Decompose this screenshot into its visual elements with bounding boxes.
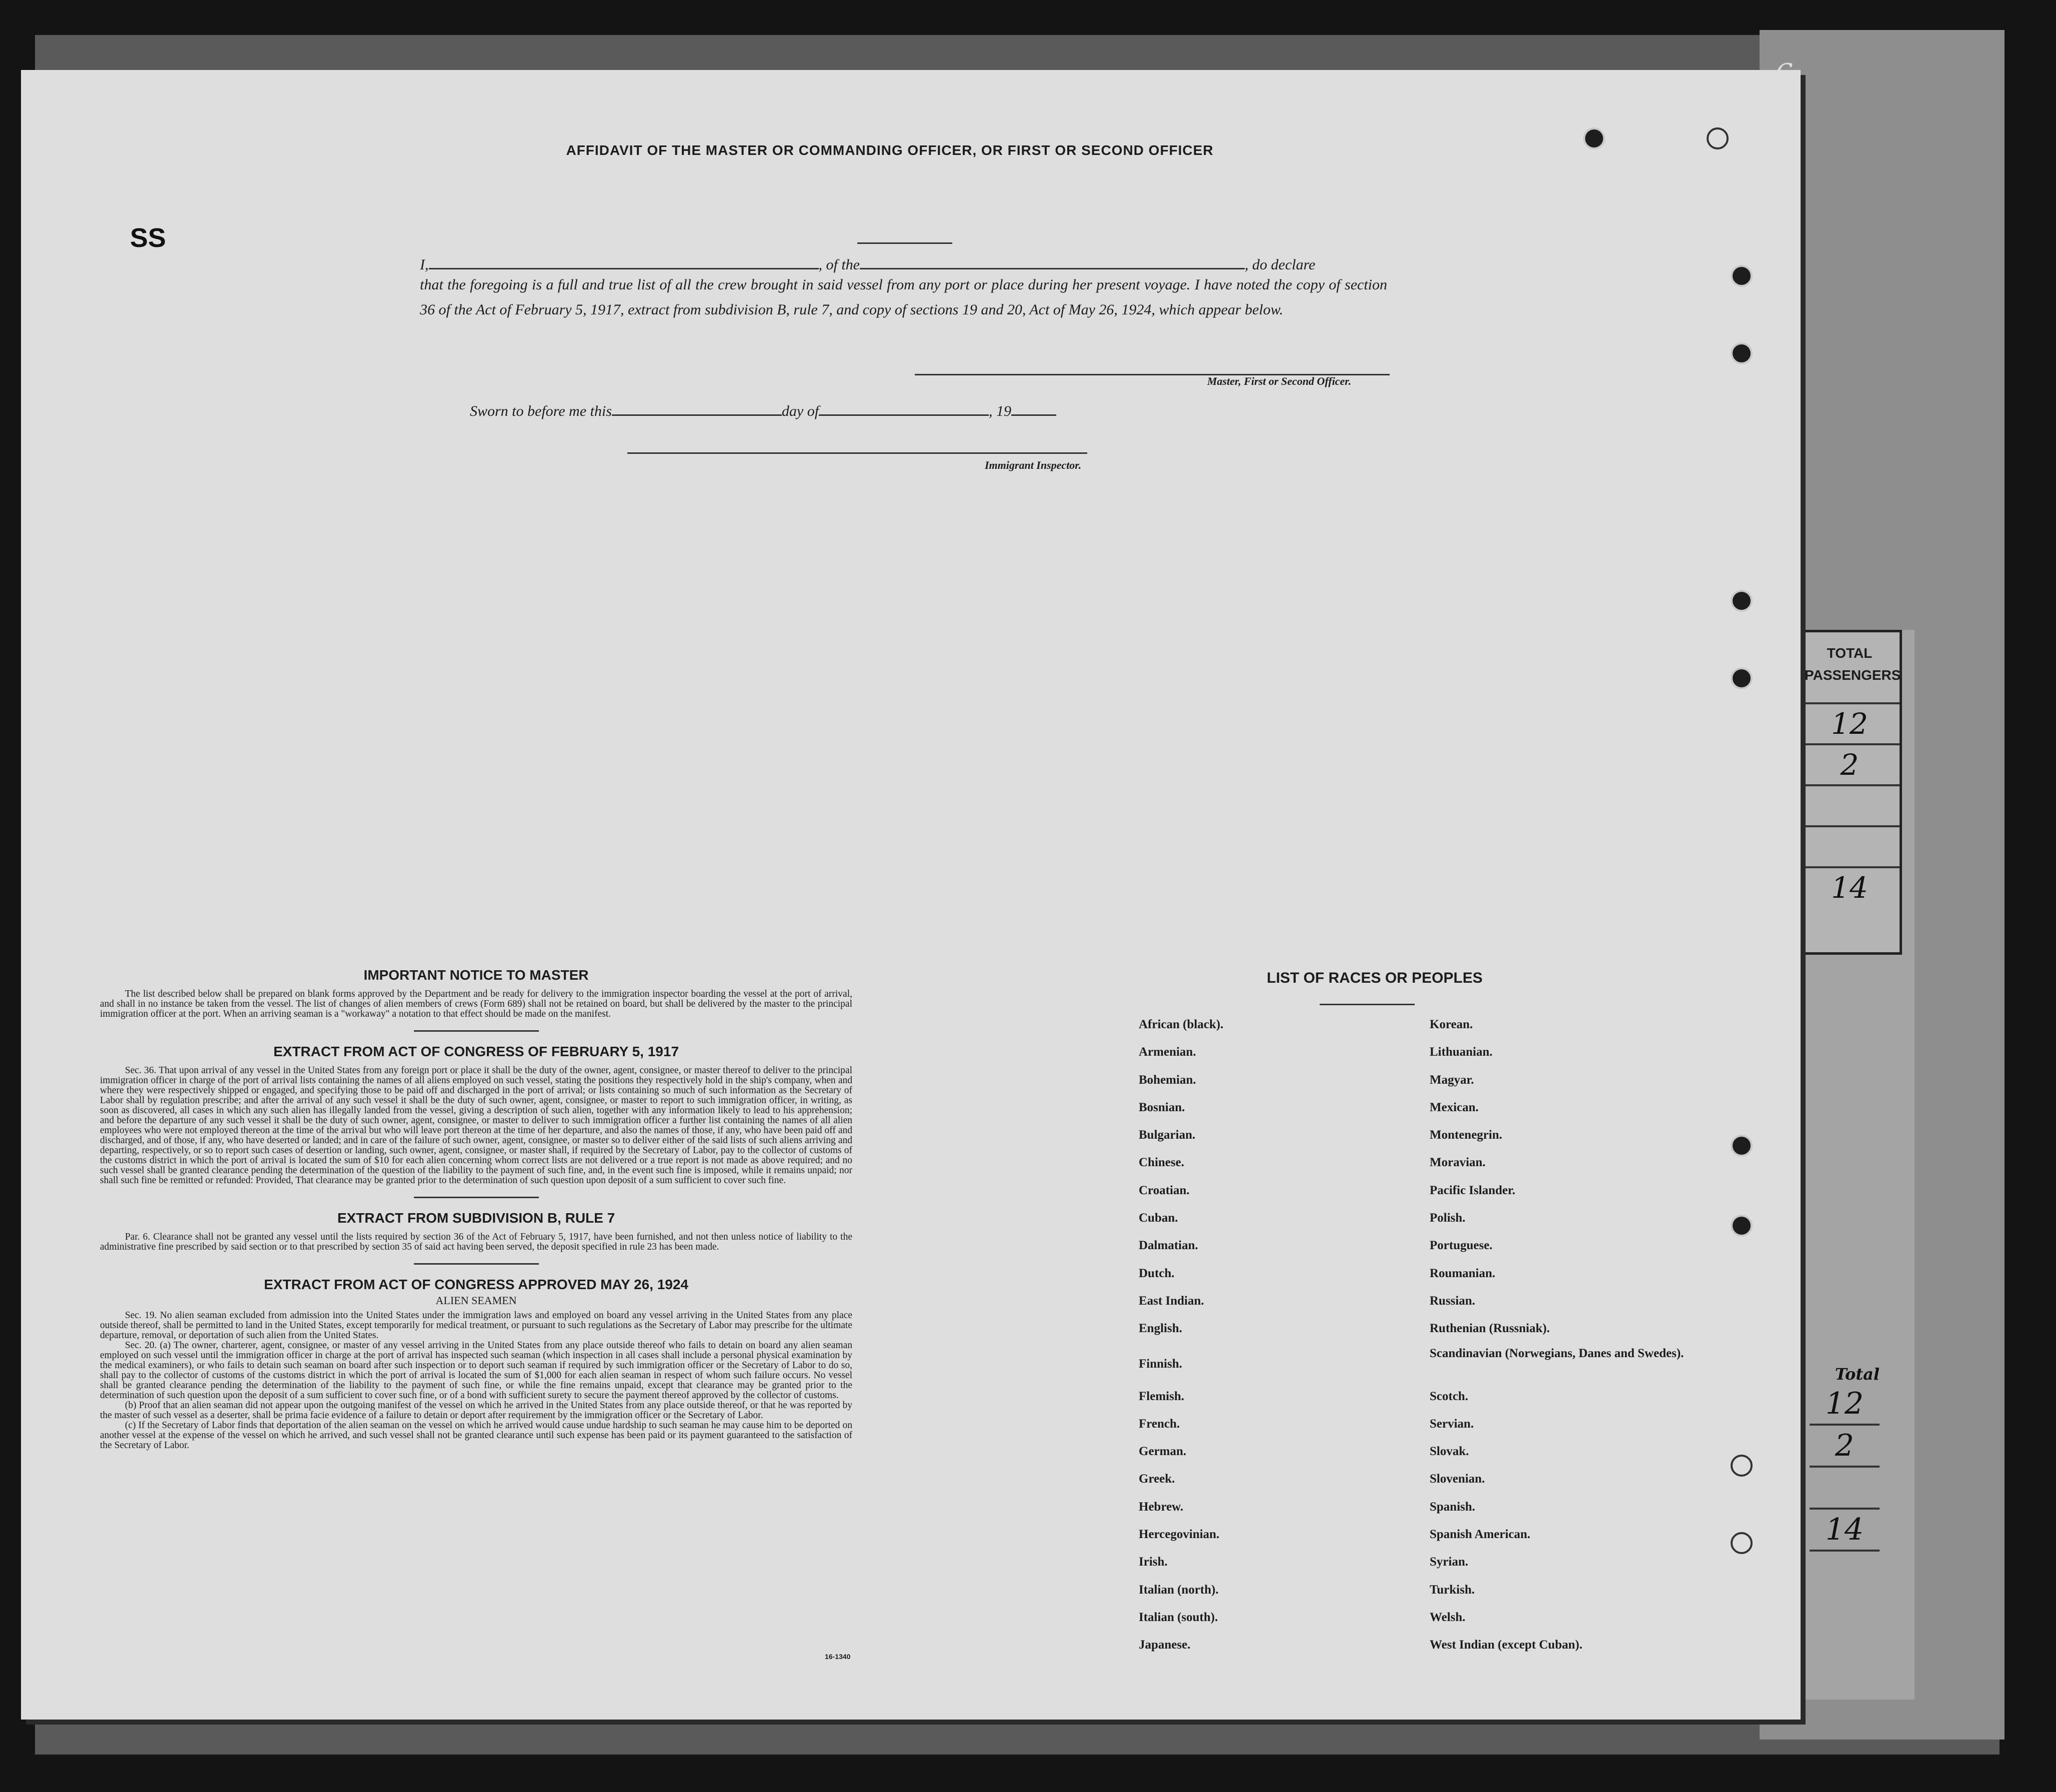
races-title: LIST OF RACES OR PEOPLES [1267, 970, 1483, 986]
extract3-sec19: Sec. 19. No alien seaman excluded from admission into the United States under the immigration laws and employed on board any vessel arriving in the United States from any place outside thereof, shall be permitted to land in the United States, except temporarily for medical treatment, or pursuant to such regulations as the Secretary of Labor may prescribe for the ultimate departure, removal, or deportation of such alien from the United States. [100, 1310, 852, 1341]
total-passengers-box [1797, 630, 1902, 955]
sworn-line [470, 399, 1440, 424]
race-list-item: Korean. [1430, 1018, 1473, 1031]
races-title-rule [1320, 1004, 1415, 1005]
extract3-sec20a: Sec. 20. (a) The owner, charterer, agent, consignee, or master of any vessel arriving in the United States from any place outside thereof who fails to detain on board any alien seaman employed on such vessel until the immigration officer in charge at the port of arrival has inspected such seaman (which inspection in all cases shall include a personal physical examination by the medical examiners), or who fails to detain such seaman on board after such inspection or to deport such seaman if required by such immigration officer or the Secretary of Labor to do so, shall pay to the collector of customs of the customs district in which the port of arrival is located the sum of $1,000 for each alien seaman in respect of whom such failure occurs. No vessel shall be granted clearance pending the determination of the liability to the payment of such fine, or while the fine remains unpaid, except that clearance may be granted prior to the determination of such question upon the deposit of a sum sufficient to cover such fine, or of a bond with sufficient surety to secure the payment thereof approved by the collector of customs. [100, 1340, 852, 1401]
side-total-value [1810, 1468, 1880, 1510]
race-list-item: Russian. [1430, 1294, 1476, 1308]
race-list-item: English. [1139, 1322, 1182, 1336]
sworn-prefix: Sworn to before me this [470, 403, 612, 419]
race-list-item: Slovak. [1430, 1445, 1469, 1459]
side-total-value: 2 [1810, 1426, 1880, 1468]
race-list-item: Lithuanian. [1430, 1045, 1493, 1059]
affidavit-title: AFFIDAVIT OF THE MASTER OR COMMANDING OFFICER, OR FIRST OR SECOND OFFICER [566, 142, 1214, 158]
race-list-item: Bohemian. [1139, 1073, 1196, 1087]
master-caption: Master, First or Second Officer. [1207, 375, 1352, 387]
race-list-item: Irish. [1139, 1555, 1168, 1569]
sworn-year-field[interactable] [1011, 402, 1056, 416]
punch-hole-icon [1731, 265, 1753, 287]
sworn-day-label: day of [781, 403, 819, 419]
side-total-value: 12 [1810, 1384, 1880, 1426]
punch-hole-icon [1731, 590, 1753, 612]
race-list-item: Greek. [1139, 1472, 1175, 1486]
race-list-item: East Indian. [1139, 1294, 1204, 1308]
race-list-item: Polish. [1430, 1211, 1466, 1225]
race-list-item: Chinese. [1139, 1156, 1184, 1170]
race-list-item: Japanese. [1139, 1638, 1191, 1652]
race-list-item: French. [1139, 1417, 1180, 1431]
race-list-item: Portuguese. [1430, 1239, 1493, 1253]
notice-text: The list described below shall be prepared on blank forms approved by the Department and be ready for delivery to the immigration inspector boarding the vessel at the port of arrival, and shall in no instance be taken from the vessel. The list of changes of alien members of crews (Form 689) shall not be retained on board, but shall be delivered by the master to the principal immigration officer at the port. When an arriving seaman is a "workaway" a notation to that effect should be made on the manifest. [100, 989, 852, 1019]
race-list-item: Dutch. [1139, 1266, 1175, 1280]
punch-hole-icon [1731, 1455, 1753, 1477]
race-list-item: Magyar. [1430, 1073, 1474, 1087]
passenger-count-row: 14 [1800, 866, 1900, 907]
section-divider [414, 1197, 539, 1198]
race-list-item: Scotch. [1430, 1389, 1469, 1403]
race-list-item: Dalmatian. [1139, 1239, 1198, 1253]
race-list-item: Spanish. [1430, 1500, 1476, 1514]
affidavit-title-rule [857, 242, 952, 244]
race-list-item: Slovenian. [1430, 1472, 1485, 1486]
race-list-item: Cuban. [1139, 1211, 1178, 1225]
race-list-item: Syrian. [1430, 1555, 1469, 1569]
side-total-value: 14 [1810, 1510, 1880, 1552]
punch-hole-icon [1731, 1532, 1753, 1554]
page-mark: SS [130, 223, 166, 253]
extract2-text: Par. 6. Clearance shall not be granted any vessel until the lists required by section 36 of the Act of February 5, 1917, have been furnished, and not then unless notice of liability to the administrative fine prescribed by said section or to that prescribed by section 35 of said act having been served, the deposit specified in rule 23 has been made. [100, 1232, 852, 1252]
race-list-item: Bulgarian. [1139, 1128, 1196, 1142]
extract3-sec20c: (c) If the Secretary of Labor finds that deportation of the alien seaman on the vessel on which he arrived would cause undue hardship to such seaman he may cause him to be deported on another vessel at the expense of the vessel on which he arrived, and such vessel shall not be granted clearance until such expense has been paid or its payment guaranteed to the satisfaction of the Secretary of Labor. [100, 1420, 852, 1451]
extract3-sec20b: (b) Proof that an alien seaman did not appear upon the outgoing manifest of the vessel on which he arrived in the United States from any place outside thereof, or that he was reported by the master of such vessel as a deserter, shall be prima facie evidence of a failure to detain or deport after requirement by the immigration officer or the Secretary of Labor. [100, 1400, 852, 1421]
inspector-signature-line[interactable] [627, 452, 1087, 454]
sworn-month-field[interactable] [819, 402, 989, 416]
punch-hole-icon [1707, 127, 1729, 149]
race-list-item: Servian. [1430, 1417, 1474, 1431]
race-list-item: German. [1139, 1445, 1187, 1459]
race-list-item: Montenegrin. [1430, 1128, 1503, 1142]
race-list-item: Turkish. [1430, 1583, 1475, 1597]
side-total-box [1810, 1365, 1880, 1552]
race-list-item: Croatian. [1139, 1183, 1190, 1197]
passenger-count-row: 12 [1800, 702, 1900, 743]
notice-title: IMPORTANT NOTICE TO MASTER [363, 967, 589, 983]
punch-hole-icon [1731, 667, 1753, 689]
race-list-item: Flemish. [1139, 1389, 1184, 1403]
extract3-title: EXTRACT FROM ACT OF CONGRESS APPROVED MAY 26, 1924 [264, 1277, 688, 1292]
race-list-item: Welsh. [1430, 1610, 1466, 1624]
race-list-item: Armenian. [1139, 1045, 1196, 1059]
declarant-name-field[interactable] [429, 256, 819, 269]
race-list-item: Hercegovinian. [1139, 1528, 1220, 1542]
race-list-item: Italian (south). [1139, 1610, 1218, 1624]
passenger-count-row [1800, 784, 1900, 825]
race-list-item: Roumanian. [1430, 1266, 1496, 1280]
race-list-item: Finnish. [1139, 1357, 1182, 1371]
inspector-caption: Immigrant Inspector. [985, 459, 1082, 471]
vessel-prefix: , of the [818, 256, 860, 273]
sworn-year-label: , 19 [989, 403, 1012, 419]
races-right-column [1430, 1012, 1690, 1661]
extract3-subtitle: ALIEN SEAMEN [435, 1294, 517, 1307]
punch-hole-icon [1583, 127, 1605, 149]
race-list-item: Moravian. [1430, 1156, 1486, 1170]
races-left-column [1139, 1012, 1399, 1661]
extract1-title: EXTRACT FROM ACT OF CONGRESS OF FEBRUARY 5, 1917 [273, 1044, 679, 1059]
sworn-day-field[interactable] [612, 402, 782, 416]
side-total-label: Total [1835, 1365, 1880, 1384]
affidavit-body: that the foregoing is a full and true list of all the crew brought in said vessel from any port or place during her present voyage. I have noted the copy of section 36 of the Act of February 5, 1917, extract from subdivision B, rule 7, and copy of sections 19 and 20, Act of May 26, 1924, which appear below. [420, 276, 1387, 318]
race-list-item: Scandinavian (Norwegians, Danes and Swedes). [1430, 1346, 1684, 1360]
race-list-item: Ruthenian (Russniak). [1430, 1322, 1550, 1336]
race-list-item: Spanish American. [1430, 1528, 1531, 1542]
declare-suffix: , do declare [1245, 256, 1316, 273]
punch-hole-icon [1731, 342, 1753, 364]
extract1-text: Sec. 36. That upon arrival of any vessel in the United States from any foreign port or place it shall be the duty of the owner, agent, consignee, or master thereof to deliver to the principal immigration officer in charge of the port of arrival lists containing the names of all aliens employed on such vessel, stating the positions they respectively hold in the ship's company, when and where they were respectively shipped or engaged, and specifying those to be paid off and discharged in the port of arrival; or lists containing so much of such information as the Secretary of Labor shall by regulation prescribe; and after the arrival of any such vessel it shall be the duty of such owner, agent, consignee, or master to report to such immigration officer, in writing, as soon as discovered, all cases in which any such alien has illegally landed from the vessel, giving a description of such alien, together with any information likely to lead to his apprehension; and before the departure of any such vessel it shall be the duty of such owner, agent, consignee, or master to deliver to such immigration officer a further list containing the names of all alien employees who were not employed thereon at the time of the arrival but who will leave port thereon at the time of her departure, and also the names of those, if any, who have been paid off and discharged, and of those, if any, who have deserted or landed; and in care of the failure of such owner, agent, consignee, or master so to deliver either of the said lists of such aliens arriving and departing, respectively, or so to report such cases of desertion or landing, such owner, agent, consignee, or master shall, if required by the Secretary of Labor, pay to the collector of customs of the customs district in which the port of arrival is located the sum of $10 for each alien concerning whom correct lists are not delivered or a true report is not made as above required; and no such vessel shall be granted clearance pending the determination of the question of the liability to the payment of such fine, and, in the event such fine is imposed, while it remains unpaid; nor shall such fine be remitted or refunded: Provided, That clearance may be granted prior to the determination of such question upon deposit of a sum sufficient to cover such fine. [100, 1065, 852, 1186]
race-list-item: Pacific Islander. [1430, 1183, 1516, 1197]
race-list-item: Hebrew. [1139, 1500, 1184, 1514]
race-list-item: Bosnian. [1139, 1100, 1185, 1114]
race-list-item: West Indian (except Cuban). [1430, 1638, 1583, 1652]
section-divider [414, 1030, 539, 1032]
race-list-item: Italian (north). [1139, 1583, 1219, 1597]
race-list-item: African (black). [1139, 1018, 1224, 1031]
passenger-count-row [1800, 825, 1900, 866]
punch-hole-icon [1731, 1135, 1753, 1157]
punch-hole-icon [1731, 1215, 1753, 1237]
race-list-item: Mexican. [1430, 1100, 1479, 1114]
passenger-count-row: 2 [1800, 743, 1900, 784]
total-passengers-header: TOTAL PASSENGERS [1805, 645, 1901, 683]
notice-block [100, 967, 852, 1451]
vessel-name-field[interactable] [860, 256, 1245, 269]
section-divider [414, 1263, 539, 1265]
form-number: 16-1340 [825, 1653, 851, 1661]
extract2-title: EXTRACT FROM SUBDIVISION B, RULE 7 [337, 1210, 615, 1226]
declarant-prefix: I, [420, 256, 429, 273]
